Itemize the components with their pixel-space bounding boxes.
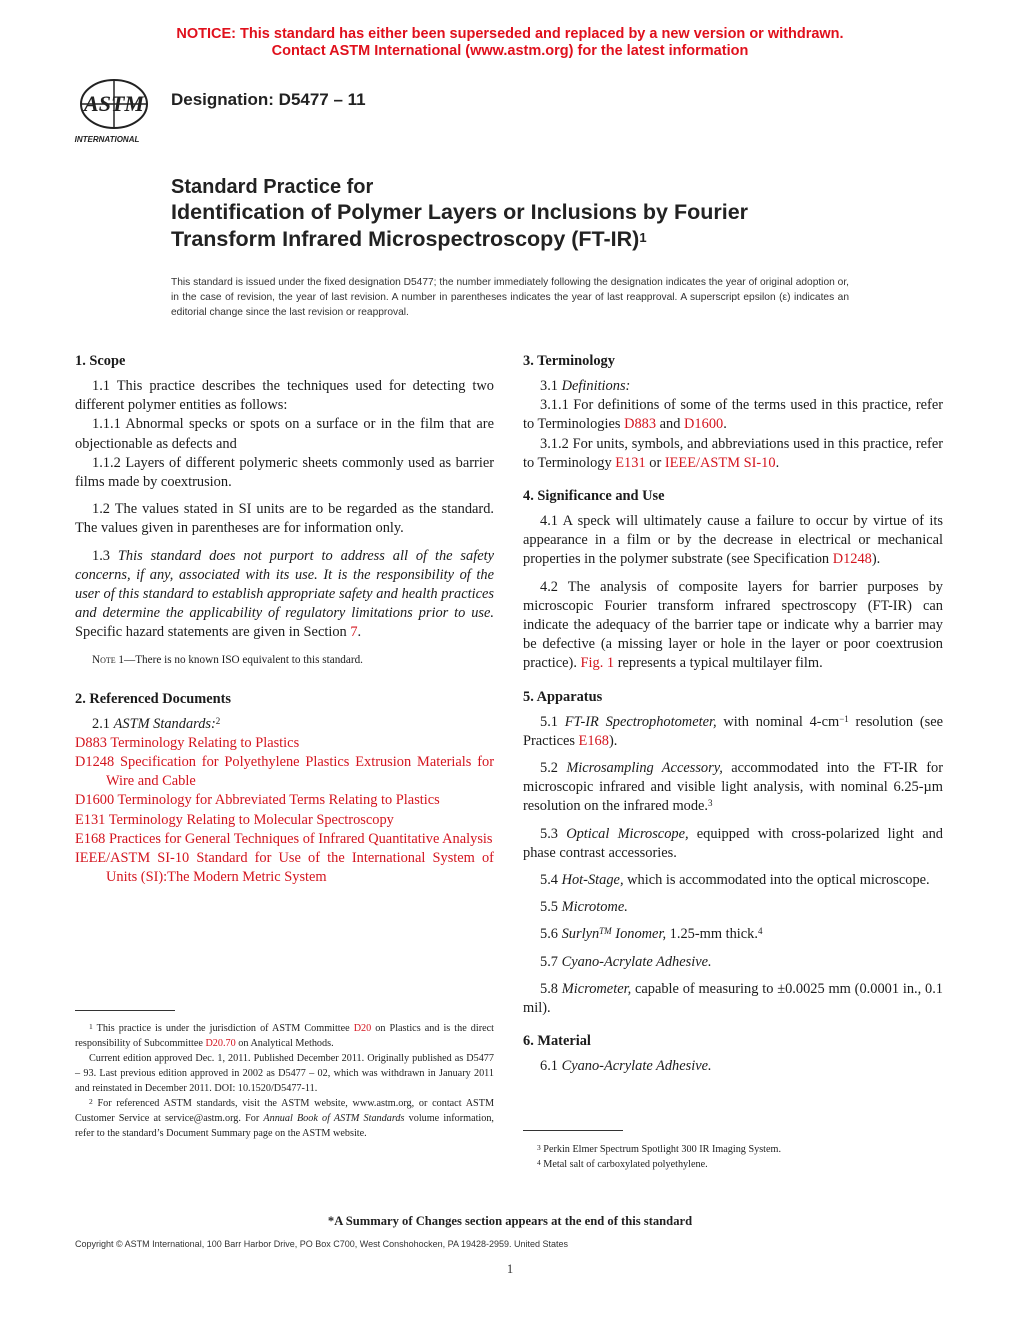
para-1-3 bbox=[75, 547, 494, 643]
para-5-6-italic-2: Ionomer, bbox=[611, 926, 667, 943]
astm-logo-icon bbox=[72, 76, 162, 146]
para-5-6-num: 5.6 bbox=[540, 926, 562, 943]
astm-logo bbox=[72, 76, 162, 146]
section-2-heading: 2. Referenced Documents bbox=[75, 690, 231, 707]
reference-code-link[interactable]: IEEE/ASTM SI-10 bbox=[75, 850, 190, 867]
reference-code-link[interactable]: E131 bbox=[75, 811, 106, 828]
standard-title bbox=[171, 175, 871, 253]
section-5-heading: 5. Apparatus bbox=[523, 688, 603, 705]
note-1-label: Note 1 bbox=[92, 653, 125, 666]
reference-code-link[interactable]: D1248 bbox=[75, 754, 115, 771]
para-1-1: 1.1 This practice describes the techniques used for detecting two different polymer entities as follows: bbox=[75, 378, 494, 414]
d20-link[interactable]: D20 bbox=[353, 1023, 372, 1034]
footnotes-left bbox=[75, 1021, 494, 1141]
notice-line-2: Contact ASTM International (www.astm.org) for the latest information bbox=[271, 43, 749, 59]
para-5-8-text: capable of measuring to ±0.0025 mm (0.0001 in., 0.1 mil). bbox=[523, 980, 943, 1017]
para-3-1-1-end: . bbox=[723, 416, 727, 433]
para-5-4-italic: Hot-Stage, bbox=[561, 872, 624, 889]
fig-1-link[interactable]: Fig. 1 bbox=[580, 655, 615, 672]
para-4-2-end: represents a typical multilayer film. bbox=[614, 655, 823, 672]
para-1-3-italic: This standard does not purport to address all of the safety concerns, if any, associated with its use. It is the responsibility of the user of this standard to establish appropriate safety and health practices and determine the applicability of regulatory limitations prior to use. bbox=[75, 547, 494, 622]
para-5-1-sup: −1 bbox=[839, 713, 849, 724]
para-5-6 bbox=[523, 925, 943, 944]
title-line-2: Identification of Polymer Layers or Inclusions by Fourier bbox=[171, 200, 749, 224]
para-1-3-rest: Specific hazard statements are given in Section bbox=[75, 624, 351, 641]
reference-item bbox=[75, 734, 494, 753]
reference-item bbox=[75, 811, 494, 830]
reference-item bbox=[75, 753, 494, 791]
reference-item bbox=[75, 791, 494, 810]
left-column bbox=[75, 352, 494, 887]
logo-subtitle: INTERNATIONAL bbox=[74, 135, 140, 144]
reference-title-link[interactable]: Standard for Use of the International System of Units (SI):The Modern Metric System bbox=[106, 850, 494, 886]
section-4-heading: 4. Significance and Use bbox=[523, 488, 665, 505]
para-6-1-italic: Cyano-Acrylate Adhesive. bbox=[561, 1058, 712, 1075]
para-5-2-num: 5.2 bbox=[540, 760, 567, 777]
reference-code-link[interactable]: D883 bbox=[75, 734, 107, 751]
para-5-8 bbox=[523, 980, 943, 1018]
para-5-6-italic: Surlyn bbox=[561, 926, 600, 943]
section-1-heading: 1. Scope bbox=[75, 353, 126, 369]
para-5-3-text: equipped with cross-polarized light and phase contrast accessories. bbox=[523, 825, 944, 861]
section-6-heading: 6. Material bbox=[523, 1033, 591, 1050]
para-4-1 bbox=[523, 512, 943, 570]
para-5-1-num: 5.1 bbox=[540, 713, 565, 730]
para-5-3-num: 5.3 bbox=[540, 825, 567, 842]
note-1 bbox=[75, 653, 494, 668]
section-3-heading: 3. Terminology bbox=[523, 353, 615, 369]
para-5-5 bbox=[523, 898, 943, 917]
notice-line-1: NOTICE: This standard has either been superseded and replaced by a new version or withdrawn. bbox=[176, 26, 844, 42]
para-5-7-num: 5.7 bbox=[540, 953, 562, 970]
footnote-3-text: Perkin Elmer Spectrum Spotlight 300 IR Imaging System. bbox=[540, 1144, 781, 1155]
footnote-divider-right bbox=[523, 1130, 623, 1131]
e131-link[interactable]: E131 bbox=[615, 454, 646, 471]
reference-title-link[interactable]: Specification for Polyethylene Plastics Extrusion Materials for Wire and Cable bbox=[106, 754, 494, 790]
para-5-7-italic: Cyano-Acrylate Adhesive. bbox=[561, 953, 712, 970]
para-2-1 bbox=[75, 715, 494, 734]
para-2-1-num: 2.1 bbox=[92, 715, 114, 732]
reference-title-link[interactable]: Practices for General Techniques of Infrared Quantitative Analysis bbox=[105, 830, 493, 847]
para-5-1-end: ). bbox=[608, 732, 618, 749]
para-5-2-sup: 3 bbox=[708, 798, 713, 809]
title-line-3 bbox=[171, 226, 871, 253]
para-5-1-text-2: resolution (see Practices bbox=[523, 713, 944, 749]
footnote-divider-left bbox=[75, 1010, 175, 1011]
footnote-2-mark: 2 bbox=[89, 1097, 93, 1106]
footnote-4-mark: 4 bbox=[537, 1158, 541, 1167]
footnotes-right bbox=[523, 1142, 943, 1172]
section-7-link[interactable]: 7 bbox=[350, 624, 358, 641]
para-2-1-text: ASTM Standards: bbox=[113, 715, 216, 732]
para-4-1-end: ). bbox=[871, 551, 881, 568]
ieee-astm-si10-link[interactable]: IEEE/ASTM SI-10 bbox=[664, 454, 776, 471]
trademark-sup: TM bbox=[599, 926, 612, 937]
e168-link[interactable]: E168 bbox=[578, 732, 609, 749]
para-5-6-sup: 4 bbox=[757, 926, 763, 937]
para-3-1 bbox=[523, 377, 943, 396]
para-5-2 bbox=[523, 759, 943, 817]
reference-code-link[interactable]: E168 bbox=[75, 830, 106, 847]
para-4-1-text: 4.1 A speck will ultimately cause a failure to occur by virtue of its appearance in a film or by the decrease in electrical or mechanical properties in the polymer substrate (see Specification bbox=[523, 513, 943, 568]
reference-code-link[interactable]: D1600 bbox=[75, 792, 115, 809]
page-number: 1 bbox=[506, 1262, 514, 1276]
para-5-2-text: accommodated into the FT-IR for microscopic infrared and visible light analysis, with nominal 6.25-µm resolution on the infrared mode. bbox=[523, 760, 943, 815]
right-column bbox=[523, 352, 943, 1076]
footnote-4 bbox=[523, 1157, 943, 1172]
title-line-3-text: Transform Infrared Microspectroscopy (FT-IR) bbox=[171, 227, 640, 251]
issue-note: This standard is issued under the fixed designation D5477; the number immediately following the designation indicates the year of original adoption or, in the case of revision, the year of last revision. A number in parentheses indicates the year of last reapproval. A superscript epsilon (ε) indicates an editorial change since the last revision or reapproval. bbox=[171, 277, 849, 319]
para-5-8-italic: Micrometer, bbox=[561, 980, 632, 997]
d20-70-link[interactable]: D20.70 bbox=[205, 1038, 236, 1049]
para-4-2 bbox=[523, 578, 943, 674]
para-3-1-2-end: . bbox=[775, 454, 780, 471]
reference-title-link[interactable]: Terminology Relating to Plastics bbox=[106, 734, 300, 751]
note-1-text: —There is no known ISO equivalent to this standard. bbox=[124, 653, 363, 666]
para-1-2: 1.2 The values stated in SI units are to be regarded as the standard. The values given in parentheses are for information only. bbox=[75, 501, 494, 537]
footnote-1-edition: Current edition approved Dec. 1, 2011. Published December 2011. Originally published as D5477 – 93. Last previous edition approved in 2002 as D5477 – 02, which was withdrawn in January 2011 and reinstated in December 2011. DOI: 10.1520/D5477-11. bbox=[75, 1053, 494, 1094]
para-1-1-2: 1.1.2 Layers of different polymeric sheets commonly used as barrier films made by coextrusion. bbox=[75, 454, 494, 491]
para-5-6-text: 1.25-mm thick. bbox=[666, 926, 758, 943]
para-4-2-text: 4.2 The analysis of composite layers for barrier purposes by microscopic Fourier transform infrared spectroscopy (FT-IR) can indicate the adequacy of the barrier tape or indicate why a barrier may be defective (a missing layer or hole in the layer or poor coextrusion practice). bbox=[523, 578, 943, 672]
footnote-1-mark: 1 bbox=[89, 1022, 93, 1031]
para-5-5-num: 5.5 bbox=[540, 899, 562, 916]
d1248-link[interactable]: D1248 bbox=[832, 551, 872, 568]
footnote-4-text: Metal salt of carboxylated polyethylene. bbox=[540, 1159, 708, 1170]
footnote-3 bbox=[523, 1142, 943, 1157]
logo-text: ASTM bbox=[84, 91, 144, 116]
para-5-1-italic: FT-IR Spectrophotometer, bbox=[564, 713, 717, 730]
footnote-1-text: This practice is under the jurisdiction of ASTM Committee bbox=[92, 1023, 354, 1034]
reference-title-link[interactable]: Terminology for Abbreviated Terms Relating to Plastics bbox=[114, 792, 440, 809]
para-3-1-1-and: and bbox=[656, 416, 685, 433]
designation: Designation: D5477 – 11 bbox=[171, 90, 366, 109]
para-3-1-2 bbox=[523, 435, 943, 473]
para-5-5-italic: Microtome. bbox=[561, 899, 628, 916]
para-1-3-num: 1.3 bbox=[92, 547, 118, 564]
reference-item bbox=[75, 830, 494, 849]
d883-link[interactable]: D883 bbox=[624, 416, 657, 433]
title-line-1: Standard Practice for bbox=[171, 176, 374, 198]
para-5-3-italic: Optical Microscope, bbox=[566, 825, 689, 842]
para-1-1-1: 1.1.1 Abnormal specks or spots on a surface or in the film that are objectionable as defects and bbox=[75, 416, 494, 452]
footnote-1-text-2: on Plastics and is the direct responsibility of Subcommittee bbox=[75, 1023, 494, 1049]
footnote-2-text: For referenced ASTM standards, visit the ASTM website, www.astm.org, or contact ASTM Customer Service at service@astm.org. For bbox=[75, 1098, 494, 1124]
para-3-1-1-text: 3.1.1 For definitions of some of the terms used in this practice, refer to Terminologies bbox=[523, 397, 943, 433]
para-5-8-num: 5.8 bbox=[540, 980, 562, 997]
footnote-2-italic: Annual Book of ASTM Standards bbox=[263, 1113, 405, 1124]
para-6-1 bbox=[523, 1057, 943, 1076]
para-5-7 bbox=[523, 953, 943, 972]
footnote-1-text-3: on Analytical Methods. bbox=[235, 1038, 334, 1049]
summary-of-changes-note: *A Summary of Changes section appears at the end of this standard bbox=[327, 1214, 693, 1228]
para-5-2-italic: Microsampling Accessory, bbox=[566, 760, 723, 777]
para-3-1-text: Definitions: bbox=[561, 378, 631, 394]
copyright-line: Copyright © ASTM International, 100 Barr Harbor Drive, PO Box C700, West Conshohocken, PA 19428-2959. United States bbox=[75, 1239, 569, 1249]
reference-title-link[interactable]: Terminology Relating to Molecular Spectroscopy bbox=[105, 811, 394, 828]
para-6-1-num: 6.1 bbox=[540, 1058, 562, 1075]
para-5-1-text: with nominal 4-cm bbox=[716, 713, 840, 730]
para-5-4 bbox=[523, 871, 943, 890]
footnote-2-text-2: volume information, refer to the standard’s Document Summary page on the ASTM website. bbox=[75, 1113, 494, 1139]
superseded-notice bbox=[0, 26, 1020, 60]
para-5-3 bbox=[523, 825, 943, 863]
para-5-4-num: 5.4 bbox=[540, 872, 562, 889]
footnote-1 bbox=[75, 1021, 494, 1051]
para-3-1-2-text: 3.1.2 For units, symbols, and abbreviations used in this practice, refer to Terminology bbox=[523, 435, 943, 471]
para-1-3-end: . bbox=[357, 624, 362, 641]
footnote-2 bbox=[75, 1096, 494, 1141]
para-5-4-text: which is accommodated into the optical microscope. bbox=[623, 872, 930, 889]
para-5-1 bbox=[523, 713, 943, 751]
d1600-link[interactable]: D1600 bbox=[684, 416, 724, 433]
para-2-1-sup: 2 bbox=[215, 715, 221, 726]
para-3-1-2-or: or bbox=[645, 454, 665, 471]
para-3-1-num: 3.1 bbox=[540, 378, 562, 394]
reference-item bbox=[75, 849, 494, 887]
title-footnote-mark: 1 bbox=[639, 230, 647, 245]
footnote-3-mark: 3 bbox=[537, 1143, 541, 1152]
para-3-1-1 bbox=[523, 396, 943, 434]
